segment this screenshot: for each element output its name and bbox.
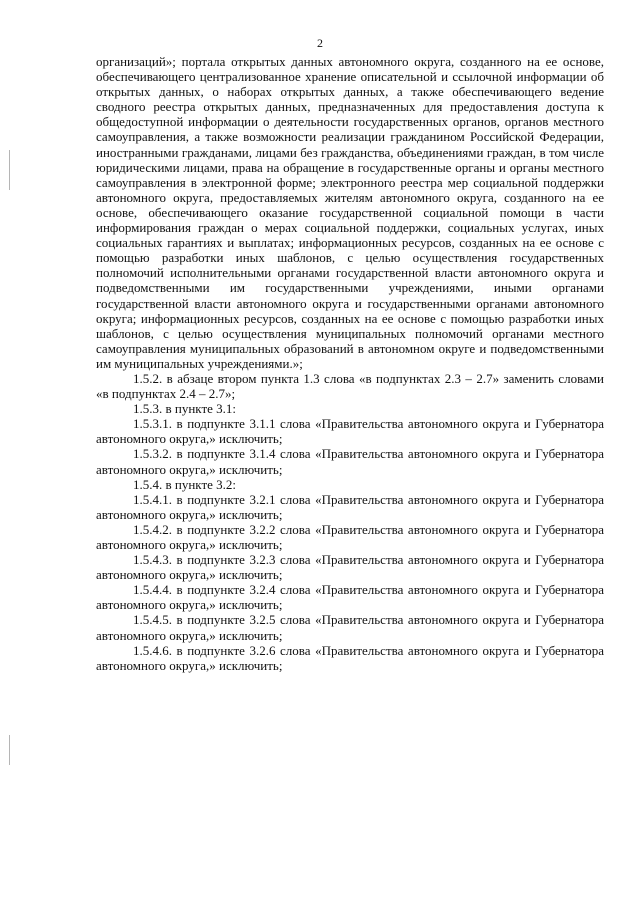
scan-margin-mark [9,735,10,765]
paragraph-1-5-4-4: 1.5.4.4. в подпункте 3.2.4 слова «Правительства автономного округа и Губернатора автономного округа,» исключить; [96,582,604,613]
scan-margin-mark [9,150,10,190]
paragraph-1-5-4: 1.5.4. в пункте 3.2: [133,476,237,492]
paragraph-1-5-3-1: 1.5.3.1. в подпункте 3.1.1 слова «Правительства автономного округа и Губернатора автономного округа,» исключить; [96,416,604,447]
paragraph-1-5-4-5: 1.5.4.5. в подпункте 3.2.5 слова «Правительства автономного округа и Губернатора автономного округа,» исключить; [96,612,604,643]
paragraph-1-5-4-3: 1.5.4.3. в подпункте 3.2.3 слова «Правительства автономного округа и Губернатора автономного округа,» исключить; [96,552,604,583]
paragraph-1-5-4-6: 1.5.4.6. в подпункте 3.2.6 слова «Правительства автономного округа и Губернатора автономного округа,» исключить; [96,642,604,673]
paragraph-1-5-2: 1.5.2. в абзаце втором пункта 1.3 слова «в подпунктах 2.3 – 2.7» заменить словами «в подпунктах 2.4 – 2.7»; [96,370,604,402]
page-number: 2 [317,36,323,50]
paragraph-1-5-3: 1.5.3. в пункте 3.1: [133,401,237,417]
paragraph-1-5-4-1: 1.5.4.1. в подпункте 3.2.1 слова «Правительства автономного округа и Губернатора автономного округа,» исключить; [96,491,604,522]
paragraph-1-5-4-2: 1.5.4.2. в подпункте 3.2.2 слова «Правительства автономного округа и Губернатора автономного округа,» исключить; [96,521,604,552]
paragraph-1-5-3-2: 1.5.3.2. в подпункте 3.1.4 слова «Правительства автономного округа и Губернатора автономного округа,» исключить; [96,446,604,477]
document-body [96,54,604,673]
paragraph-continuation: организаций»; портала открытых данных автономного округа, созданного на ее основе, обеспечивающего централизованное хранение описательной и ссылочной информации об открытых данных, о наборах открытых данных, а также обеспечивающего ведение сводного реестра открытых данных, предназначенных для предоставления доступа к общедоступной информации о деятельности государственных органов, органов местного самоуправления, а также возможности реализации гражданином Российской Федерации, иностранными гражданами, лицами без гражданства, объединениями граждан, в том числе юридическими лицами, права на обращение в государственные органы и органы местного самоуправления в электронной форме; электронного реестра мер социальной поддержки автономного округа, предоставляемых жителям автономного округа, созданного на ее основе, обеспечивающего оказание государственной социальной помощи в части информирования граждан о мерах социальной поддержки, социальных услугах, иных социальных гарантиях и выплатах; информационных ресурсов, созданных на ее основе с помощью разработки иных шаблонов, с целью осуществления государственных полномочий исполнительными органами государственной власти автономного округа и подведомственными им государственными учреждениями, иными органами государственной власти автономного округа и государственными органами автономного округа; информационных ресурсов, созданных на ее основе с помощью разработки иных шаблонов, с целью осуществления муниципальных полномочий органами местного самоуправления муниципальных образований в автономном округе и подведомственными им муниципальных учреждениями.»; [96,54,604,371]
